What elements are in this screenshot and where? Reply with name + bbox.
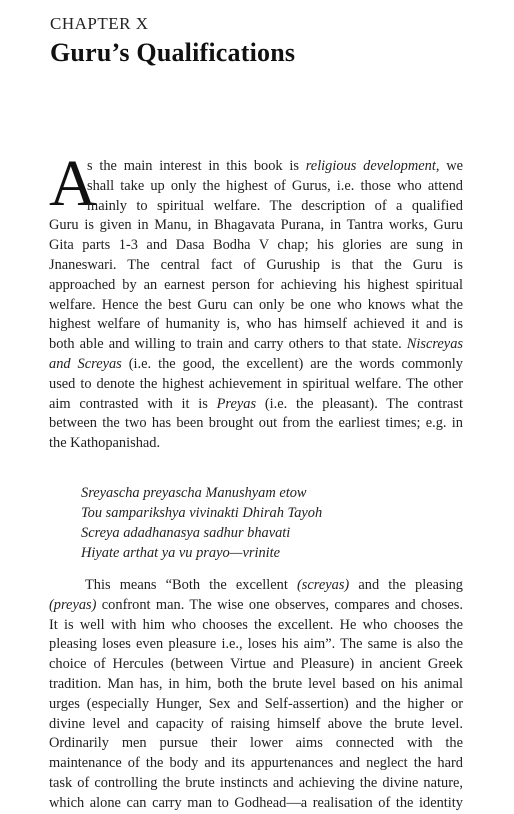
text-run: both able and willing to train and carry others to that state. (49, 336, 407, 353)
p2-line (49, 655, 463, 675)
p1-line (49, 216, 463, 236)
text-run: Ordinarily men pursue their lower aims connected with the (49, 735, 463, 752)
text-run: welfare. Hence the best Guru can only be one who knows what the (49, 296, 463, 313)
p2-line (49, 754, 463, 774)
text-run: we (439, 158, 463, 174)
text-run: (i.e. the good, the excellent) are the words commonly (121, 355, 463, 372)
p2-line (49, 635, 463, 655)
chapter-label: CHAPTER X (50, 14, 149, 33)
verse-line: Sreyascha preyascha Manushyam etow (81, 485, 307, 501)
text-run: shall take up only the highest of Gurus, i.e. those who attend (87, 177, 463, 194)
p1-line (49, 276, 463, 296)
p1-line (49, 414, 463, 434)
text-run: Jnaneswari. The central fact of Guruship is that the Guru is (49, 256, 463, 273)
chapter-title: Guru’s Qualifications (50, 38, 296, 67)
text-run: It is well with him who chooses the excellent. He who chooses the (49, 616, 463, 633)
text-run: This means “Both the excellent (85, 577, 297, 593)
text-run: tradition. Man has, in him, both the brute level based on his animal (49, 675, 463, 692)
text-run: Guru is given in Manu, in Bhagavata Purana, in Tantra works, Guru (49, 217, 463, 234)
text-run: (i.e. the pleasant). The contrast (256, 395, 463, 412)
text-run: choice of Hercules (between Virtue and Pleasure) in ancient Greek (49, 656, 463, 673)
p1-line (49, 395, 463, 415)
text-run: Gita parts 1-3 and Dasa Bodha V chap; his glories are sung in (49, 237, 463, 254)
text-run: confront man. The wise one observes, compares and choses. (96, 596, 463, 613)
text-run: s the main interest in this book is (87, 158, 306, 174)
text-run: the Kathopanishad. (49, 435, 161, 452)
p1-line (49, 375, 463, 395)
p1-line (49, 157, 463, 177)
p1-line (49, 256, 463, 276)
paragraph-intro (49, 147, 463, 454)
verse-line: Hiyate arthat ya vu prayo—vrinite (81, 545, 281, 561)
p1-line (49, 236, 463, 256)
text-run: aim contrasted with it is (49, 395, 217, 412)
p2-line (49, 596, 463, 616)
italic-term: and Screyas (49, 355, 122, 372)
text-run: highest welfare of humanity is, who has himself achieved it and is (49, 316, 463, 333)
text-run: task of controlling the brute instincts and achieving the divine nature, (49, 774, 463, 791)
p1-line (49, 335, 463, 355)
text-run: pleasing loses even pleasure i.e., loses his aim”. The same is also the (49, 636, 463, 653)
text-run: urges (especially Hunger, Sex and Self-assertion) and the higher or (49, 695, 463, 712)
p1-line (49, 197, 463, 217)
verse-quotation (81, 483, 322, 563)
text-run: and the pleasing (349, 577, 463, 593)
text-run: divine level and capacity of raising himself above the brute level. (49, 715, 463, 732)
italic-term: (screyas) (297, 577, 350, 593)
italic-term: Preyas (216, 395, 257, 412)
drop-cap: A (49, 147, 97, 220)
verse-line: Tou samparikshya vivinakti Dhirah Tayoh (81, 505, 323, 521)
verse-line: Screya adadhanasya sadhur bhavati (81, 525, 291, 541)
p2-line (49, 794, 463, 814)
p2-line (49, 774, 463, 794)
p2-line (49, 675, 463, 695)
paragraph-explanation (49, 576, 463, 814)
p2-line (49, 734, 463, 754)
p1-line (49, 177, 463, 197)
p2-line (49, 616, 463, 636)
text-run: mainly to spiritual welfare. The description of a qualified (87, 197, 463, 214)
p1-line (49, 434, 463, 454)
text-run: approached by an earnest person for achieving his highest spiritual (49, 276, 463, 293)
text-run: which alone can carry man to Godhead—a realisation of the identity (49, 794, 463, 811)
italic-term: religious development, (305, 158, 440, 174)
p2-line (49, 715, 463, 735)
text-run: used to denote the highest achievement in spiritual welfare. The other (49, 375, 463, 392)
italic-term: Niscreyas (406, 336, 463, 353)
p1-line (49, 296, 463, 316)
text-run: between the two has been brought out from the earliest times; e.g. in (49, 415, 463, 432)
p1-line (49, 315, 463, 335)
italic-term: (preyas) (49, 596, 97, 613)
p2-line (49, 576, 463, 596)
text-run: maintenance of the body and its appurtenances and neglect the hard (49, 755, 463, 772)
p1-line (49, 355, 463, 375)
p2-line (49, 695, 463, 715)
